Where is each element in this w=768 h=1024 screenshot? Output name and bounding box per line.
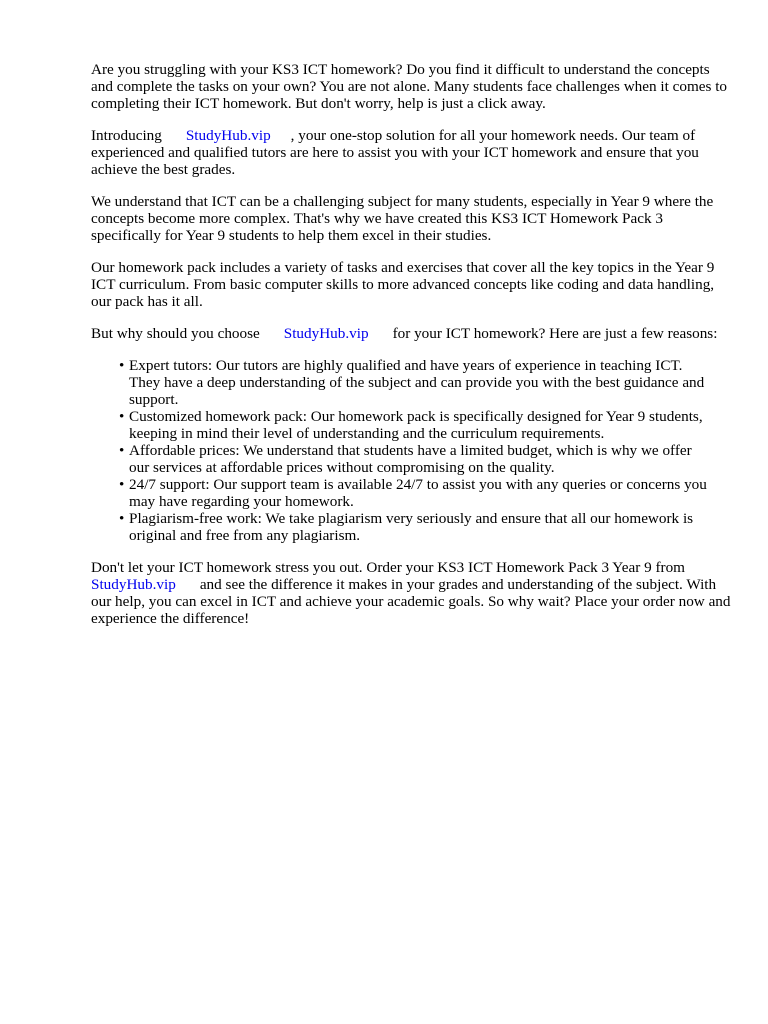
intro-paragraph: Are you struggling with your KS3 ICT homework? Do you find it difficult to understand the concepts and complete the tasks on your own? You are not alone. Many students face challenges when it comes to completing their ICT homework. But don't worry, help is just a click away. [91,61,728,112]
list-item [119,357,709,408]
bullet-icon: • [119,510,125,527]
reason-text: Expert tutors: Our tutors are highly qualified and have years of experience in teaching ICT. They have a deep understanding of the subject and can provide you with the best guidance and support. [129,357,705,408]
bullet-icon: • [119,357,125,374]
why-choose-rest-text: for your ICT homework? Here are just a few reasons: [392,325,718,342]
document-page [91,61,731,642]
reasons-list [91,357,709,544]
reason-text: Customized homework pack: Our homework pack is specifically designed for Year 9 students, keeping in mind their level of understanding and the curriculum requirements. [129,408,703,442]
pack-contents-paragraph: Our homework pack includes a variety of tasks and exercises that cover all the key topics in the Year 9 ICT curriculum. From basic computer skills to more advanced concepts like coding and data handling, our pack has it all. [91,259,715,310]
closing-rest-text: and see the difference it makes in your grades and understanding of the subject. With our help, you can excel in ICT and achieve your academic goals. So why wait? Place your order now and experience the difference! [91,576,731,627]
reason-text: 24/7 support: Our support team is available 24/7 to assist you with any queries or concerns you may have regarding your homework. [129,476,707,510]
studyhub-link-3[interactable]: StudyHub.vip [91,576,176,593]
list-item [119,510,709,544]
understanding-paragraph: We understand that ICT can be a challenging subject for many students, especially in Year 9 where the concepts become more complex. That's why we have created this KS3 ICT Homework Pack 3 specifically for Year 9 students to help them excel in their studies. [91,193,714,244]
introducing-rest-text: , your one-stop solution for all your homework needs. Our team of experienced and qualified tutors are here to assist you with your ICT homework and ensure that you achieve the best grades. [91,127,699,178]
bullet-icon: • [119,408,125,425]
bullet-icon: • [119,476,125,493]
introducing-text: Introducing [91,127,162,144]
reason-text: Affordable prices: We understand that students have a limited budget, which is why we offer our services at affordable prices without compromising on the quality. [129,442,692,476]
introducing-paragraph [91,127,731,178]
studyhub-link-1[interactable]: StudyHub.vip [185,127,271,144]
reason-text: Plagiarism-free work: We take plagiarism very seriously and ensure that all our homework is original and free from any plagiarism. [129,510,694,544]
list-item [119,476,709,510]
studyhub-link-2[interactable]: StudyHub.vip [283,325,369,342]
list-item [119,442,709,476]
closing-paragraph [91,559,731,627]
why-choose-paragraph [91,325,731,342]
list-item [119,408,709,442]
why-choose-text: But why should you choose [91,325,260,342]
bullet-icon: • [119,442,125,459]
closing-text: Don't let your ICT homework stress you out. Order your KS3 ICT Homework Pack 3 Year 9 from [91,559,685,576]
